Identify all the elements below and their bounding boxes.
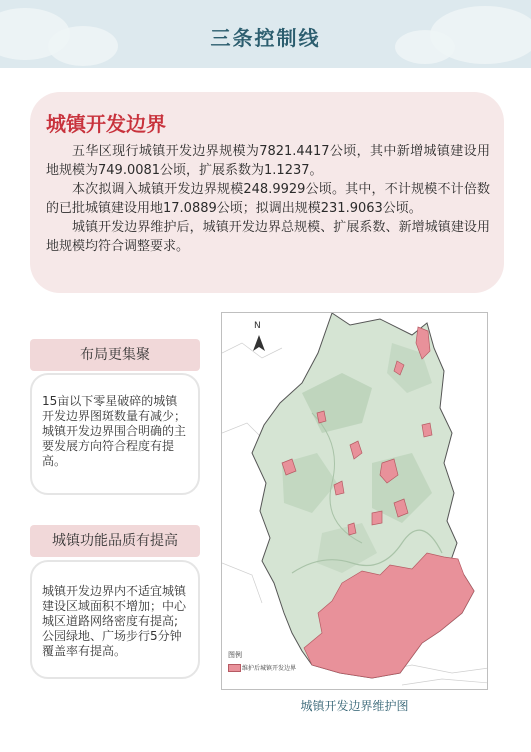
- boundary-map: [221, 312, 488, 690]
- paragraph-2: 本次拟调入城镇开发边界规模248.9929公顷。其中，不计规模不计倍数的已批城镇建设用地17.0889公顷；拟调出规模231.9063公顷。: [46, 182, 490, 216]
- layout-text: 15亩以下零星破碎的城镇开发边界图斑数量有减少；城镇开发边界围合明确的主要发展方向符合程度有提高。: [42, 394, 187, 468]
- north-arrow-icon: [253, 335, 265, 351]
- section-heading: 城镇开发边界: [46, 112, 166, 136]
- summary-paragraphs: [46, 142, 490, 256]
- quality-text: 城镇开发边界内不适宜城镇建设区域面积不增加；中心城区道路网络密度有提高;公园绿地、广场步行5分钟覆盖率有提高。: [42, 584, 187, 658]
- boundary-patch-b: [317, 411, 326, 423]
- legend-swatch: [228, 664, 241, 672]
- legend-label: 维护后城镇开发边界: [242, 665, 297, 672]
- legend-title: 图例: [228, 651, 242, 659]
- map-legend: [225, 647, 299, 681]
- quality-card: [30, 560, 200, 679]
- boundary-patch-j: [422, 423, 432, 437]
- map-caption: 城镇开发边界维护图: [300, 699, 409, 713]
- quality-heading: 城镇功能品质有提高: [30, 525, 200, 557]
- map-canvas: [222, 313, 488, 690]
- paragraph-3: 城镇开发边界维护后，城镇开发边界总规模、扩展系数、新增城镇建设用地规模均符合调整要求。: [46, 220, 490, 254]
- north-label: N: [254, 321, 261, 331]
- header-banner: [0, 0, 531, 68]
- layout-heading: 布局更集聚: [30, 339, 200, 371]
- page-title: 三条控制线: [210, 26, 321, 50]
- paragraph-1: 五华区现行城镇开发边界规模为7821.4417公顷，其中新增城镇建设用地规模为749.0081公顷，扩展系数为1.1237。: [46, 144, 490, 178]
- north-arrow: [253, 335, 265, 351]
- layout-card: [30, 373, 200, 495]
- boundary-patch-h: [372, 511, 382, 525]
